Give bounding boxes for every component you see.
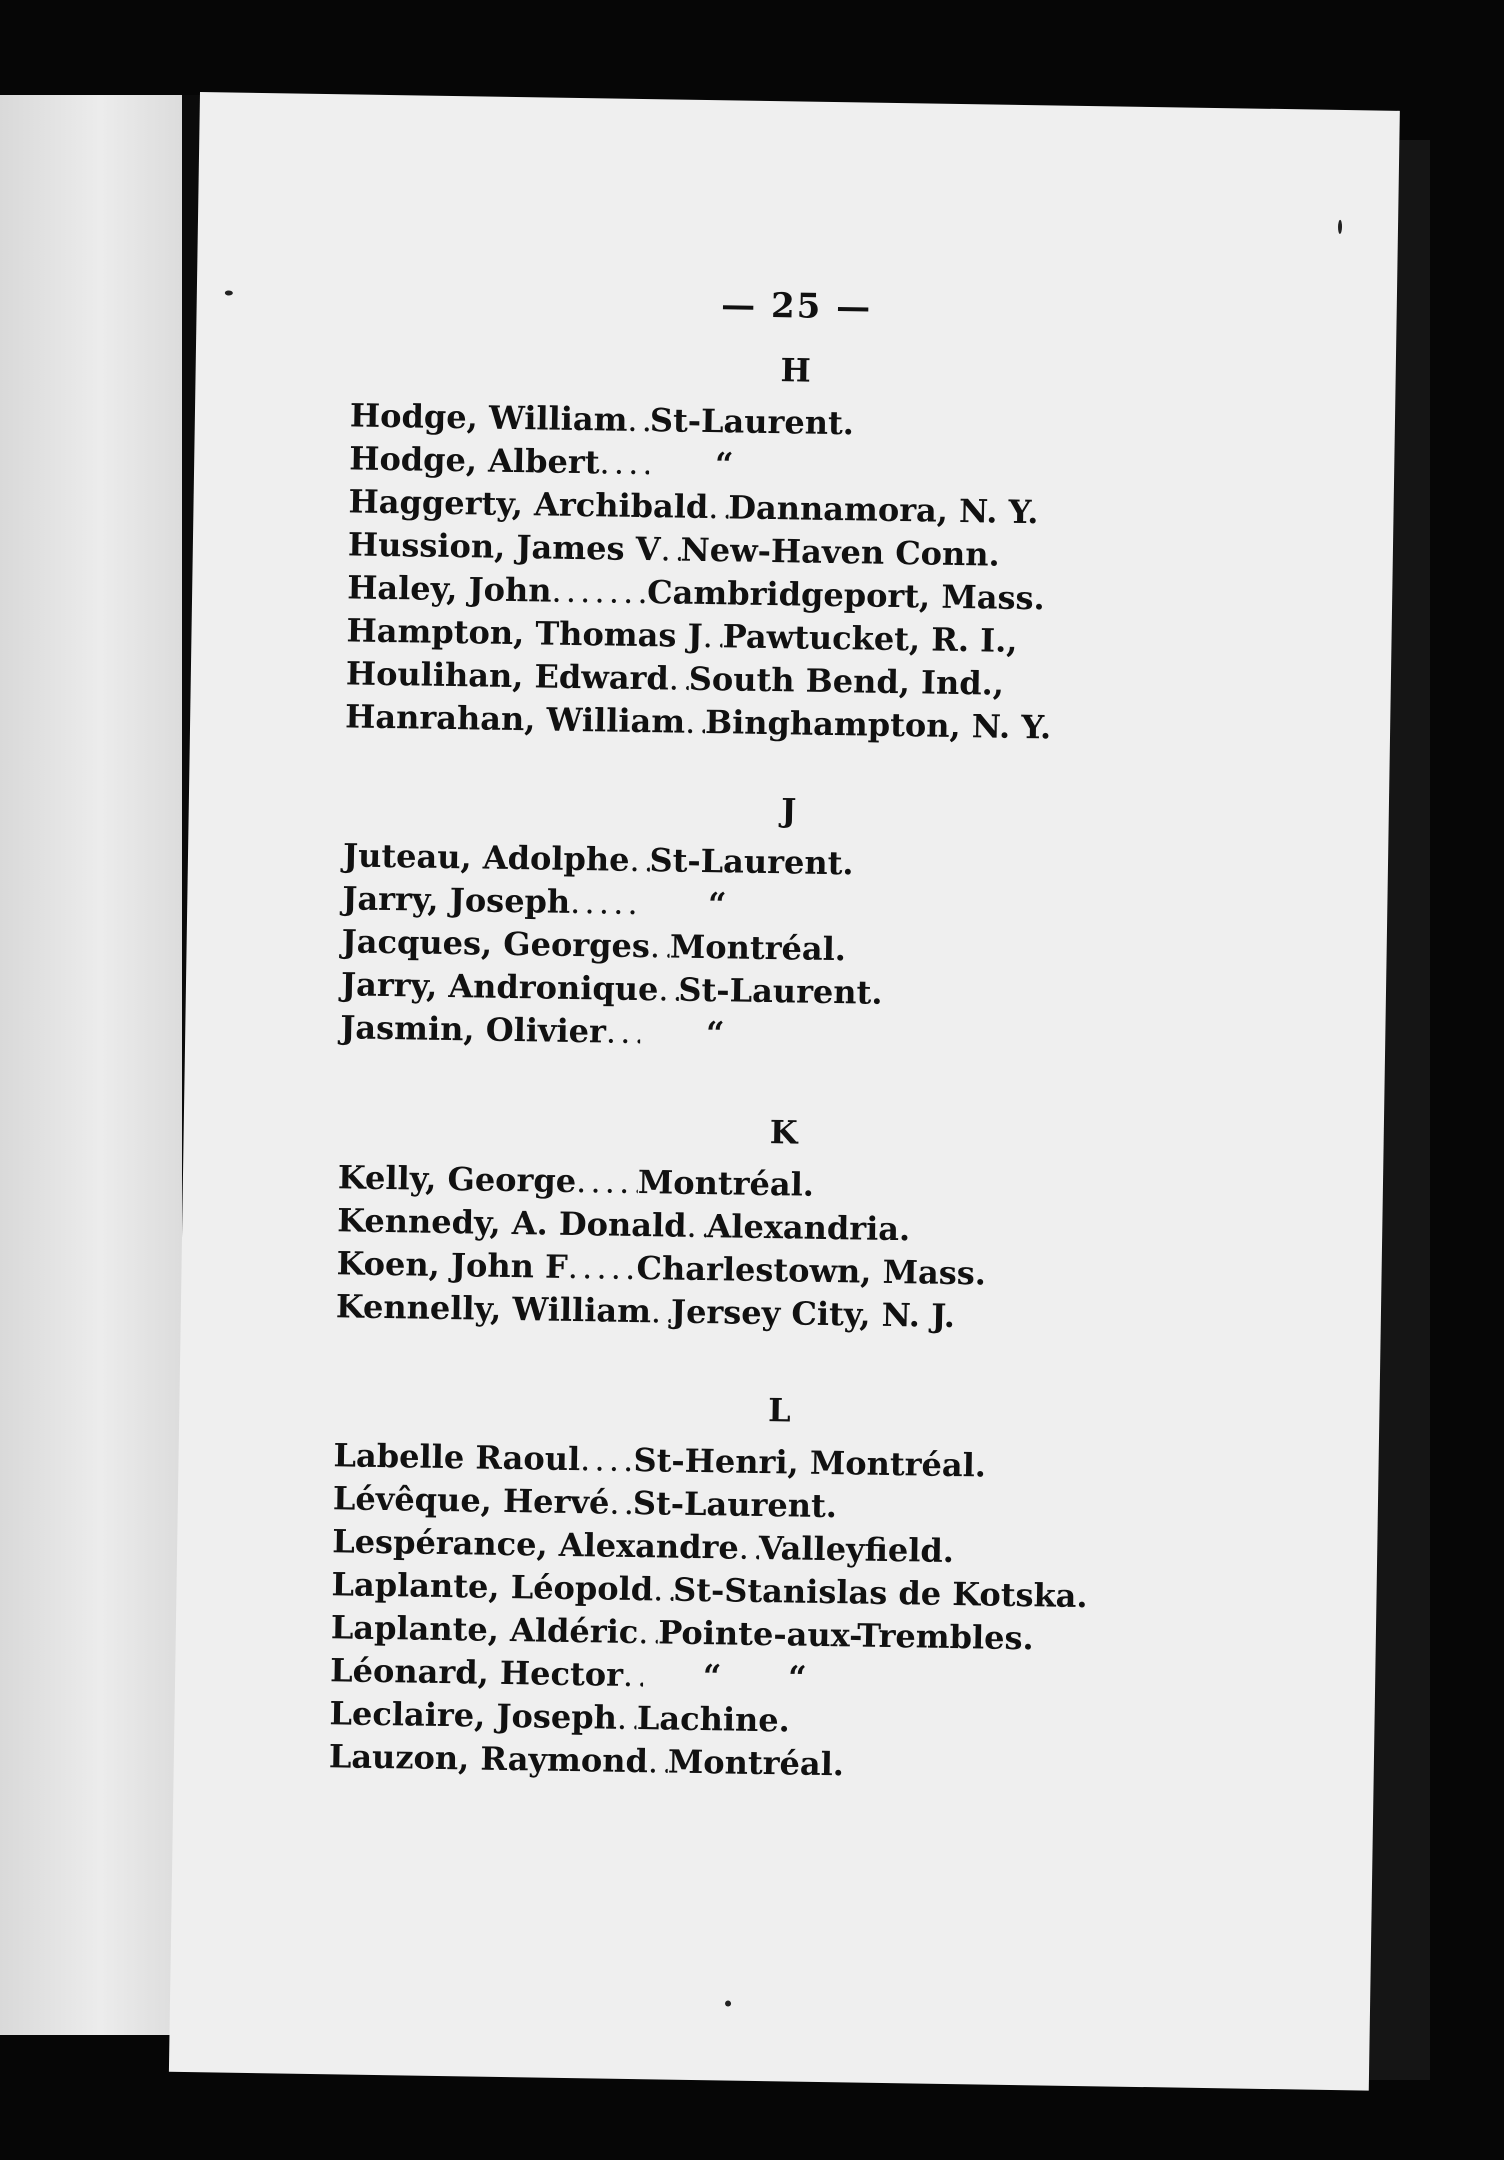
entry-place: Valleyfield. — [758, 1528, 955, 1571]
entry-name: Kelly, George — [337, 1158, 577, 1201]
entry-name: Haggerty, Archibald — [348, 482, 709, 527]
entry-place-ditto: “ “ — [702, 1657, 807, 1697]
entry-name: Laplante, Aldéric — [330, 1608, 639, 1652]
entry-name: Koen, John F — [336, 1244, 569, 1286]
section-h-list — [345, 396, 1070, 751]
entry-place: Dannamora, N. Y. — [728, 488, 1039, 532]
section-letter-l: L — [767, 1391, 791, 1430]
entry-name: Hodge, Albert — [348, 439, 600, 482]
entry-name: Léonard, Hector — [329, 1651, 624, 1694]
section-letter-j: J — [780, 791, 797, 830]
entry-name: Juteau, Adolphe — [342, 836, 630, 879]
entry-place: Lachine. — [636, 1699, 791, 1740]
section-j-list — [340, 836, 1063, 1062]
entry-place: Binghampton, N. Y. — [704, 703, 1052, 747]
entry-name: Kennelly, William — [335, 1287, 652, 1331]
entry-place: Alexandria. — [706, 1207, 911, 1249]
entry-place: Pawtucket, R. I., — [722, 617, 1018, 660]
entry-name: Lauzon, Raymond — [328, 1737, 649, 1781]
entry-name: Labelle Raoul — [333, 1436, 581, 1479]
entry-place: St-Laurent. — [632, 1483, 838, 1526]
right-page — [169, 92, 1400, 2091]
entry-place: New-Haven Conn. — [680, 530, 1001, 574]
entry-place: Montréal. — [667, 1742, 845, 1784]
paper-speck — [1338, 220, 1342, 234]
entry-place: St-Laurent. — [649, 401, 855, 443]
entry-name: Laplante, Léopold — [331, 1565, 654, 1609]
entry-name: Hampton, Thomas J — [346, 611, 704, 655]
entry-place: Montréal. — [637, 1163, 815, 1204]
section-k-list — [336, 1158, 1059, 1341]
entry-place: St-Laurent. — [649, 841, 854, 883]
entry-place-ditto: “ — [707, 885, 727, 924]
entry-place: Charlestown, Mass. — [636, 1249, 987, 1293]
page-number: — 25 — — [720, 285, 873, 328]
section-letter-h: H — [780, 351, 812, 390]
entry-place: Montréal. — [669, 927, 847, 969]
entry-place: South Bend, Ind., — [688, 659, 1005, 703]
entry-place: St-Stanislas de Kotska. — [672, 1570, 1088, 1616]
entry-place: Pointe-aux-Trembles. — [657, 1613, 1035, 1658]
entry-name: Kennedy, A. Donald — [336, 1201, 687, 1245]
left-page-edge — [0, 95, 182, 2035]
entry-name: Houlihan, Edward — [345, 654, 670, 698]
entry-name: Lespérance, Alexandre — [331, 1522, 740, 1567]
entry-name: Jasmin, Olivier — [340, 1008, 607, 1051]
entry-name: Jacques, Georges — [341, 922, 651, 966]
entry-name: Hanrahan, William — [344, 697, 686, 741]
entry-place-ditto: “ — [705, 1014, 725, 1053]
entry-place: Cambridgeport, Mass. — [646, 573, 1045, 618]
entry-place: St-Laurent. — [678, 970, 883, 1012]
entry-place-ditto: “ — [714, 445, 734, 484]
paper-speck — [725, 2000, 731, 2006]
entry-place: St-Henri, Montréal. — [633, 1440, 987, 1485]
entry-name: Haley, John — [346, 568, 552, 610]
entry-place: Jersey City, N. J. — [670, 1292, 956, 1336]
section-letter-k: K — [769, 1113, 798, 1152]
entry-name: Jarry, Joseph — [342, 879, 571, 921]
entry-name: Hussion, James V — [347, 525, 661, 569]
paper-speck — [225, 290, 233, 295]
entry-name: Leclaire, Joseph — [329, 1694, 618, 1737]
entry-name: Lévêque, Hervé — [332, 1479, 610, 1522]
section-l-list — [328, 1436, 1088, 1791]
entry-name: Jarry, Andronique — [340, 965, 659, 1009]
entry-name: Hodge, William — [349, 396, 628, 439]
